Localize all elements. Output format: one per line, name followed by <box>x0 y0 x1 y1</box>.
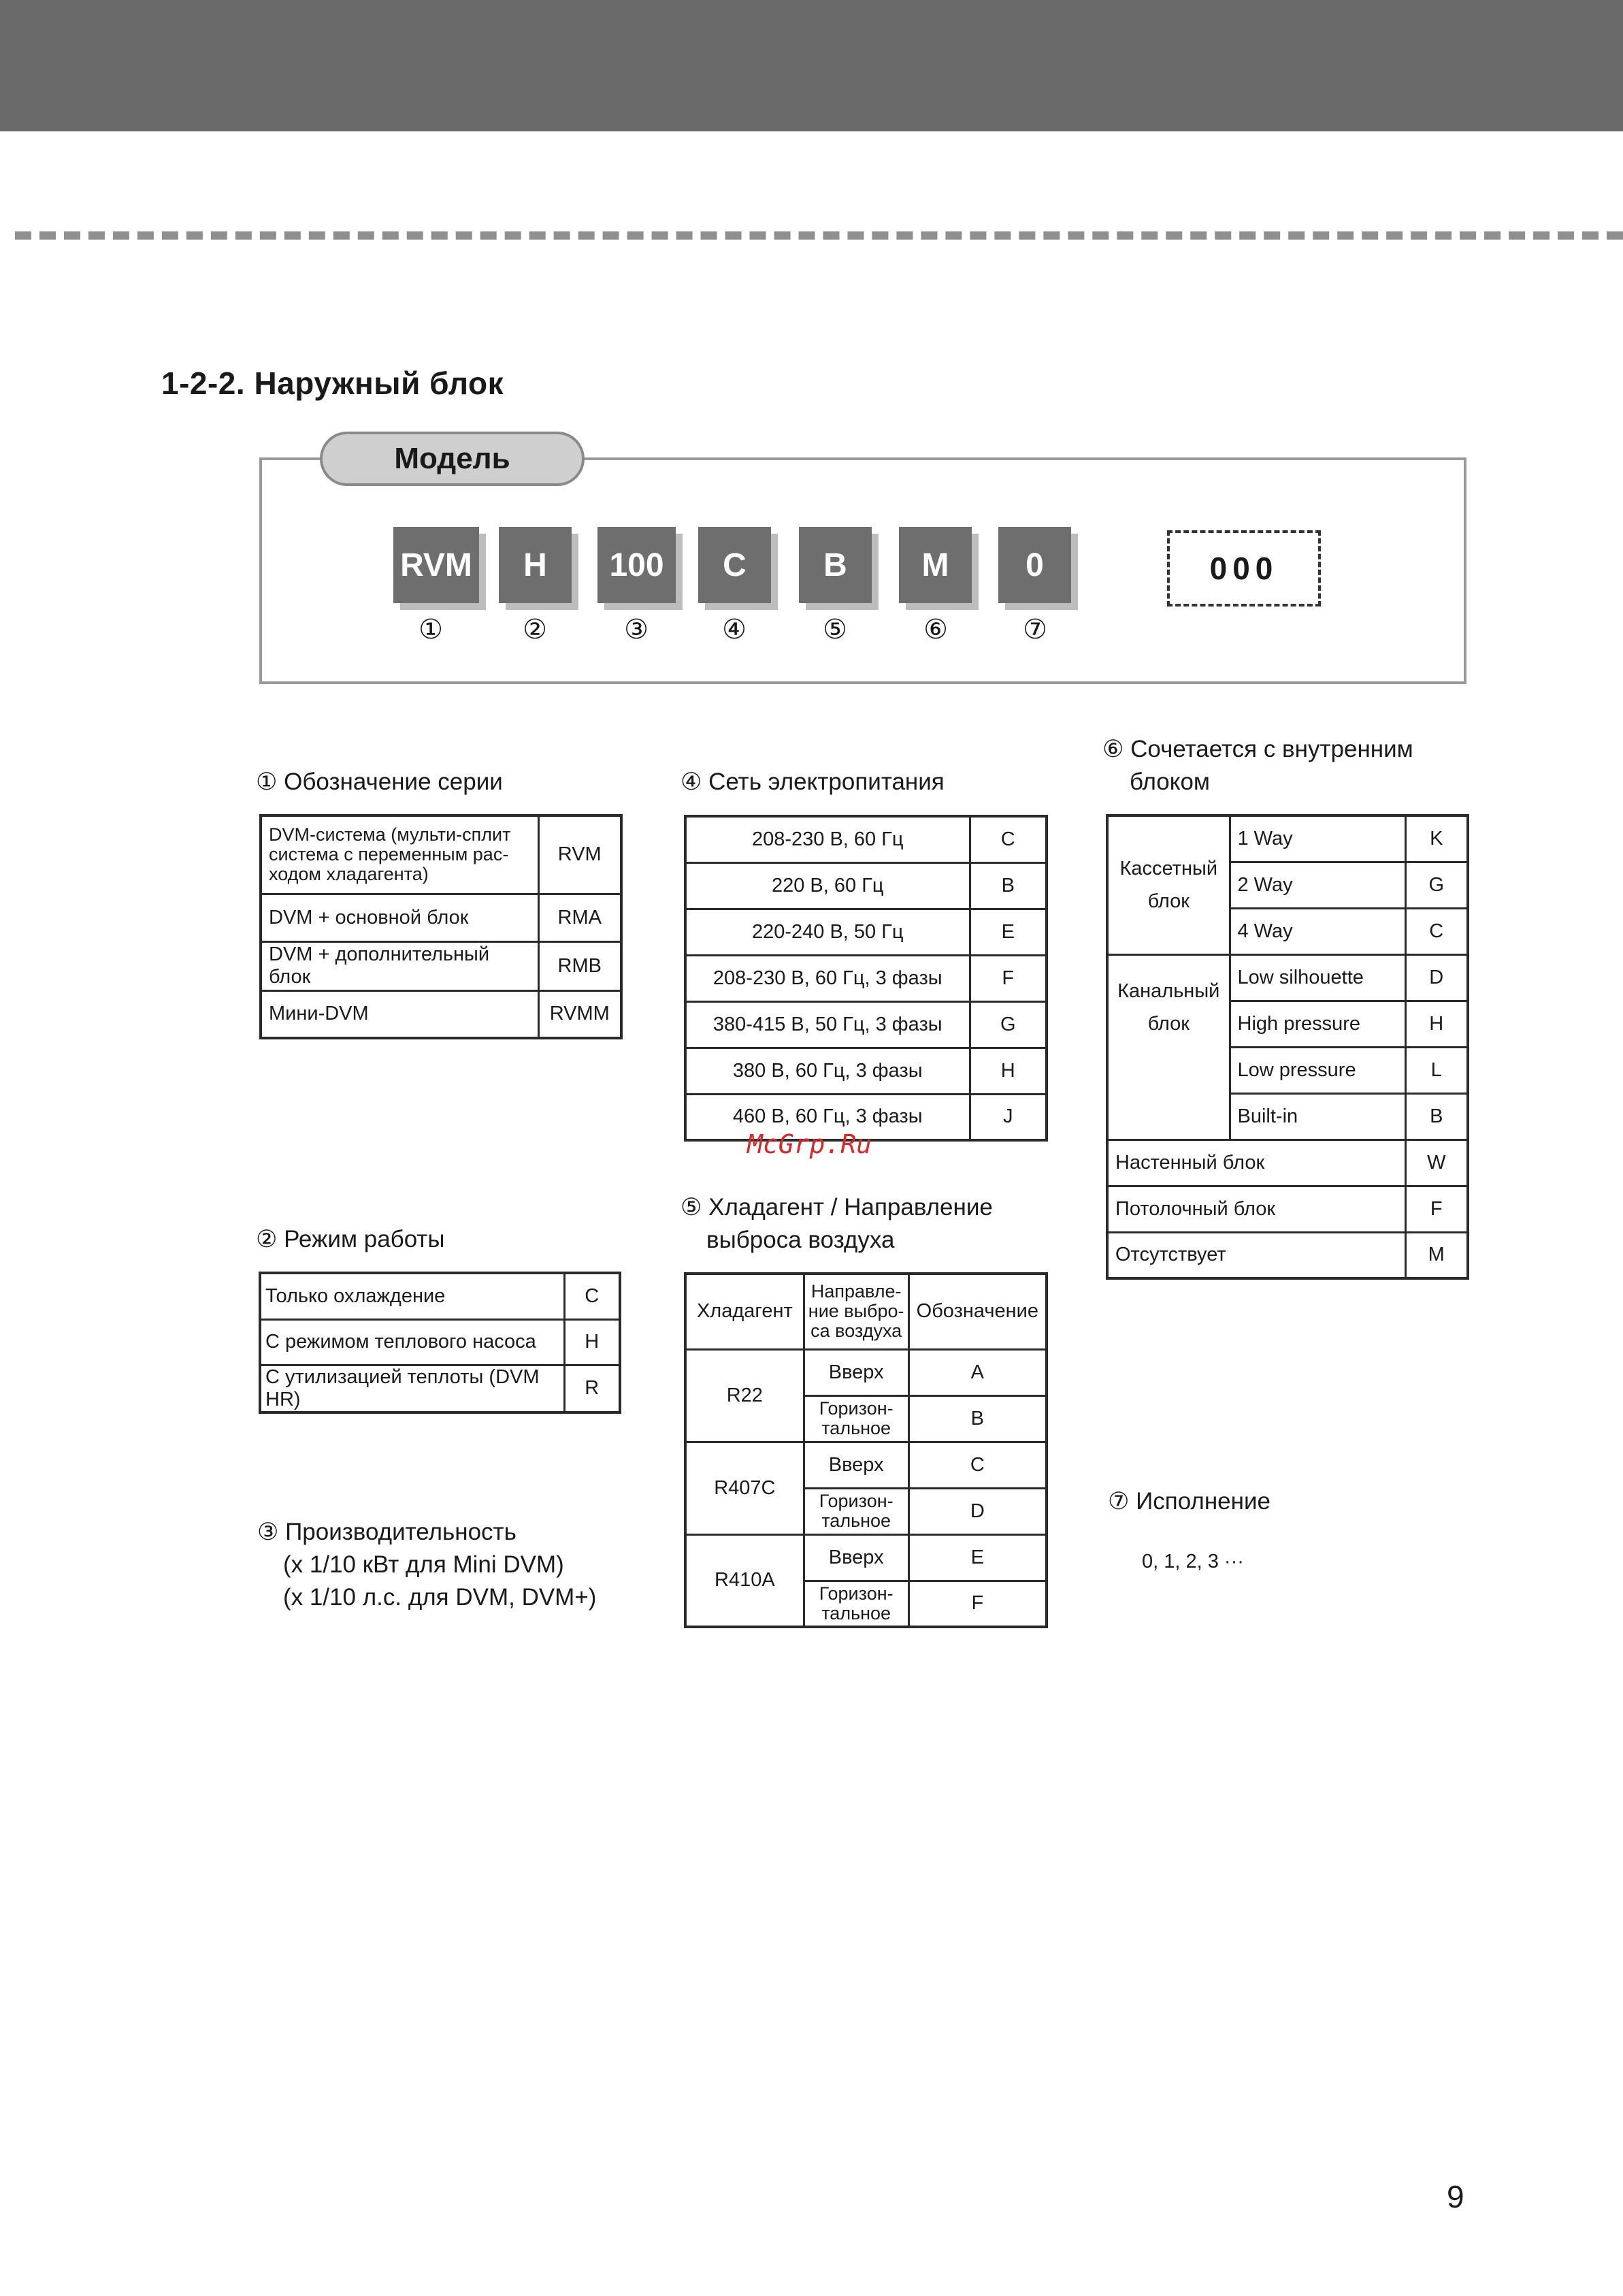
refrigerant-name: R410A <box>685 1534 804 1627</box>
table-row <box>685 909 1047 955</box>
power-desc: 380 В, 60 Гц, 3 фазы <box>685 1048 970 1094</box>
capacity-line: (x 1/10 л.с. для DVM, DVM+) <box>283 1584 597 1611</box>
indoor-desc: 2 Way <box>1230 862 1405 908</box>
version-heading: ⑦ Исполнение <box>1108 1488 1270 1515</box>
indoor-desc: Low silhouette <box>1230 954 1405 1001</box>
code-number: ⑦ <box>1023 615 1047 645</box>
code-number: ⑤ <box>823 615 847 645</box>
mode-desc: С режимом теплового насоса <box>260 1319 564 1365</box>
series-desc: Мини-DVM <box>261 990 538 1038</box>
table-row <box>685 1534 1047 1581</box>
power-desc: 380-415 В, 50 Гц, 3 фазы <box>685 1001 970 1048</box>
table-row <box>1107 815 1468 862</box>
model-code-series: RVM <box>393 527 479 603</box>
series-desc: DVM + основной блок <box>261 894 538 941</box>
power-desc: 208-230 В, 60 Гц <box>685 816 970 862</box>
refrigerant-code: A <box>908 1349 1047 1395</box>
indoor-desc: Low pressure <box>1230 1047 1405 1093</box>
refrigerant-code: B <box>908 1395 1047 1442</box>
series-code: RVM <box>538 815 621 894</box>
col-direction: Направле-ние выбро-са воздуха <box>804 1274 908 1349</box>
series-desc: DVM + дополнительный блок <box>261 941 538 990</box>
section-title: 1-2-2. Наружный блок <box>161 366 504 401</box>
indoor-code: F <box>1405 1186 1468 1232</box>
table-row <box>1107 1186 1468 1232</box>
model-code-power: C <box>698 527 771 603</box>
indoor-code: C <box>1405 908 1468 954</box>
refrigerant-name: R407C <box>685 1442 804 1534</box>
mode-code: C <box>564 1273 620 1319</box>
refrigerant-code: C <box>908 1442 1047 1488</box>
table-row <box>685 816 1047 862</box>
table-row <box>685 1048 1047 1094</box>
code-number: ④ <box>722 615 747 645</box>
indoor-group-label: Канальный блок <box>1107 954 1230 1139</box>
version-values: 0, 1, 2, 3 ··· <box>1142 1551 1244 1572</box>
refrigerant-code: F <box>908 1581 1047 1627</box>
table-row <box>1107 1139 1468 1186</box>
indoor-code: W <box>1405 1139 1468 1186</box>
col-refrigerant: Хладагент <box>685 1274 804 1349</box>
power-code: J <box>970 1094 1047 1140</box>
direction-up: Вверх <box>804 1442 908 1488</box>
capacity-heading: ③ Производительность <box>257 1519 517 1545</box>
table-row <box>685 955 1047 1001</box>
direction-up: Вверх <box>804 1349 908 1395</box>
power-heading: ④ Сеть электропитания <box>681 769 945 795</box>
model-suffix-box: 000 <box>1167 530 1321 607</box>
table-row <box>685 1001 1047 1048</box>
model-code-refrigerant: B <box>799 527 872 603</box>
power-desc: 220-240 В, 50 Гц <box>685 909 970 955</box>
mode-code: R <box>564 1365 620 1412</box>
power-code: H <box>970 1048 1047 1094</box>
series-heading: ① Обозначение серии <box>256 769 503 795</box>
indoor-code: K <box>1405 815 1468 862</box>
refrigerant-name: R22 <box>685 1349 804 1442</box>
series-code: RVMM <box>538 990 621 1038</box>
power-code: C <box>970 816 1047 862</box>
indoor-desc: 4 Way <box>1230 908 1405 954</box>
indoor-code: G <box>1405 862 1468 908</box>
table-row <box>685 1274 1047 1349</box>
model-code-capacity: 100 <box>597 527 676 603</box>
col-code: Обозначение <box>908 1274 1047 1349</box>
refrigerant-code: D <box>908 1488 1047 1534</box>
power-desc: 460 В, 60 Гц, 3 фазы <box>685 1094 970 1140</box>
code-number: ⑥ <box>923 615 948 645</box>
watermark: McGrp.Ru <box>747 1129 872 1159</box>
header-bar <box>0 0 1623 131</box>
indoor-desc: Built-in <box>1230 1093 1405 1139</box>
table-row <box>261 941 621 990</box>
power-code: G <box>970 1001 1047 1048</box>
indoor-heading <box>1102 733 1413 798</box>
table-row <box>260 1365 620 1412</box>
indoor-code: H <box>1405 1001 1468 1047</box>
table-row <box>1107 1232 1468 1278</box>
indoor-code: M <box>1405 1232 1468 1278</box>
mode-code: H <box>564 1319 620 1365</box>
indoor-code: L <box>1405 1047 1468 1093</box>
model-code-indoor: M <box>899 527 972 603</box>
indoor-desc: Настенный блок <box>1107 1139 1405 1186</box>
power-code: F <box>970 955 1047 1001</box>
indoor-desc: Потолочный блок <box>1107 1186 1405 1232</box>
indoor-code: B <box>1405 1093 1468 1139</box>
table-row <box>260 1319 620 1365</box>
direction-horizontal: Горизон-тальное <box>804 1581 908 1627</box>
refrigerant-heading-line: ⑤ Хладагент / Направление <box>681 1194 993 1220</box>
indoor-table <box>1106 814 1469 1280</box>
capacity-line: (x 1/10 кВт для Mini DVM) <box>283 1551 564 1578</box>
refrigerant-heading-line: выброса воздуха <box>706 1227 895 1253</box>
power-code: E <box>970 909 1047 955</box>
indoor-desc: 1 Way <box>1230 815 1405 862</box>
page-number: 9 <box>1447 2179 1464 2214</box>
model-code-mode: H <box>499 527 572 603</box>
mode-heading: ② Режим работы <box>256 1226 445 1252</box>
series-code: RMA <box>538 894 621 941</box>
table-row <box>1107 954 1468 1001</box>
refrigerant-code: E <box>908 1534 1047 1581</box>
dashed-divider <box>15 231 1623 240</box>
direction-horizontal: Горизон-тальное <box>804 1488 908 1534</box>
code-number: ③ <box>624 615 649 645</box>
direction-horizontal: Горизон-тальное <box>804 1395 908 1442</box>
table-row <box>260 1273 620 1319</box>
power-table <box>684 815 1048 1142</box>
refrigerant-heading <box>681 1191 993 1257</box>
table-row <box>261 990 621 1038</box>
refrigerant-table <box>684 1272 1048 1628</box>
series-code: RMB <box>538 941 621 990</box>
indoor-desc: High pressure <box>1230 1001 1405 1047</box>
code-number: ① <box>419 615 443 645</box>
power-code: B <box>970 862 1047 909</box>
table-row <box>685 1442 1047 1488</box>
model-label: Модель <box>320 432 585 486</box>
direction-up: Вверх <box>804 1534 908 1581</box>
code-number: ② <box>523 615 547 645</box>
table-row <box>261 815 621 894</box>
capacity-note <box>257 1516 596 1614</box>
power-desc: 208-230 В, 60 Гц, 3 фазы <box>685 955 970 1001</box>
mode-desc: С утилизацией теплоты (DVM HR) <box>260 1365 564 1412</box>
mode-table <box>259 1272 621 1414</box>
model-code-version: 0 <box>998 527 1071 603</box>
indoor-heading-line: блоком <box>1130 769 1210 795</box>
mode-desc: Только охлаждение <box>260 1273 564 1319</box>
series-table <box>259 814 623 1039</box>
power-desc: 220 В, 60 Гц <box>685 862 970 909</box>
table-row <box>261 894 621 941</box>
table-row <box>685 1349 1047 1395</box>
indoor-group-label: Кассетный блок <box>1107 815 1230 954</box>
indoor-code: D <box>1405 954 1468 1001</box>
table-row <box>685 862 1047 909</box>
series-desc: DVM-система (мульти-сплит система с переменным рас-ходом хладагента) <box>261 815 538 894</box>
indoor-desc: Отсутствует <box>1107 1232 1405 1278</box>
indoor-heading-line: ⑥ Сочетается с внутренним <box>1102 736 1413 762</box>
